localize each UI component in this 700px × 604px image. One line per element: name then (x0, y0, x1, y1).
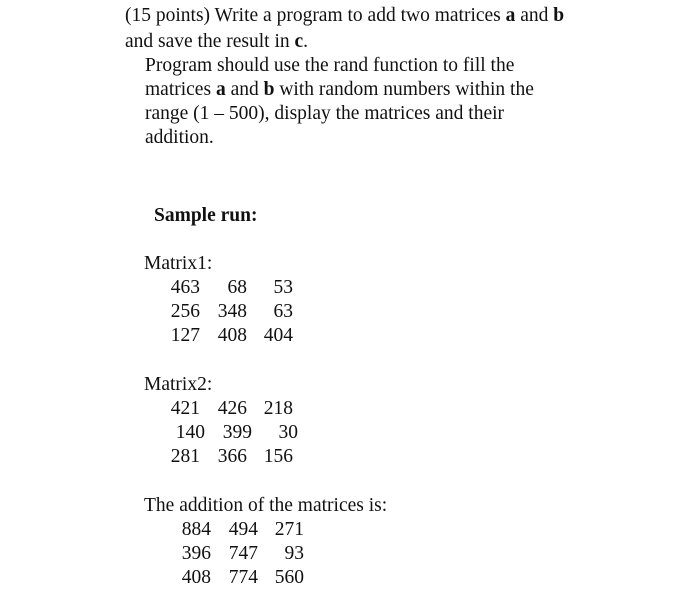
question-line-2: and save the result in c. (125, 31, 309, 52)
question-line-5: range (1 – 500), display the matrices and their (145, 103, 505, 124)
matrix1-cell: 256 (170, 301, 200, 322)
matrix2-cell: 281 (170, 446, 200, 467)
matrix-a-ref: a (505, 5, 516, 26)
question-line-6: addition. (145, 127, 214, 148)
matrix2-cell: 218 (263, 398, 293, 419)
question-line-4: matrices a and b with random numbers within the (145, 79, 534, 100)
result-cell: 271 (274, 519, 304, 540)
matrix1-cell: 63 (273, 301, 293, 322)
result-label: The addition of the matrices is: (144, 495, 388, 516)
result-cell: 494 (228, 519, 258, 540)
matrix1-cell: 348 (217, 301, 247, 322)
matrix1-cell: 53 (273, 277, 293, 298)
matrix2-cell: 421 (170, 398, 200, 419)
result-cell: 408 (181, 567, 211, 588)
matrix2-cell: 140 (175, 422, 205, 443)
matrix2-label: Matrix2: (144, 374, 213, 395)
sample-run-heading: Sample run: (154, 205, 258, 226)
result-cell: 93 (284, 543, 304, 564)
question-line-1: (15 points) Write a program to add two matrices a and b (125, 5, 565, 26)
matrix2-cell: 399 (222, 422, 252, 443)
result-cell: 884 (181, 519, 211, 540)
matrix1-cell: 404 (263, 325, 293, 346)
matrix2-cell: 30 (278, 422, 298, 443)
matrix-c-ref: c (294, 31, 304, 52)
matrix1-cell: 68 (227, 277, 247, 298)
matrix-b-ref: b (553, 5, 565, 26)
result-cell: 774 (228, 567, 258, 588)
matrix1-cell: 408 (217, 325, 247, 346)
question-line-3: Program should use the rand function to fill the (145, 55, 515, 76)
matrix1-cell: 127 (170, 325, 200, 346)
result-cell: 560 (274, 567, 304, 588)
matrix1-label: Matrix1: (144, 253, 213, 274)
matrix1-cell: 463 (170, 277, 200, 298)
result-cell: 396 (181, 543, 211, 564)
matrix2-cell: 426 (217, 398, 247, 419)
result-cell: 747 (228, 543, 258, 564)
matrix2-cell: 366 (217, 446, 247, 467)
matrix2-cell: 156 (263, 446, 293, 467)
